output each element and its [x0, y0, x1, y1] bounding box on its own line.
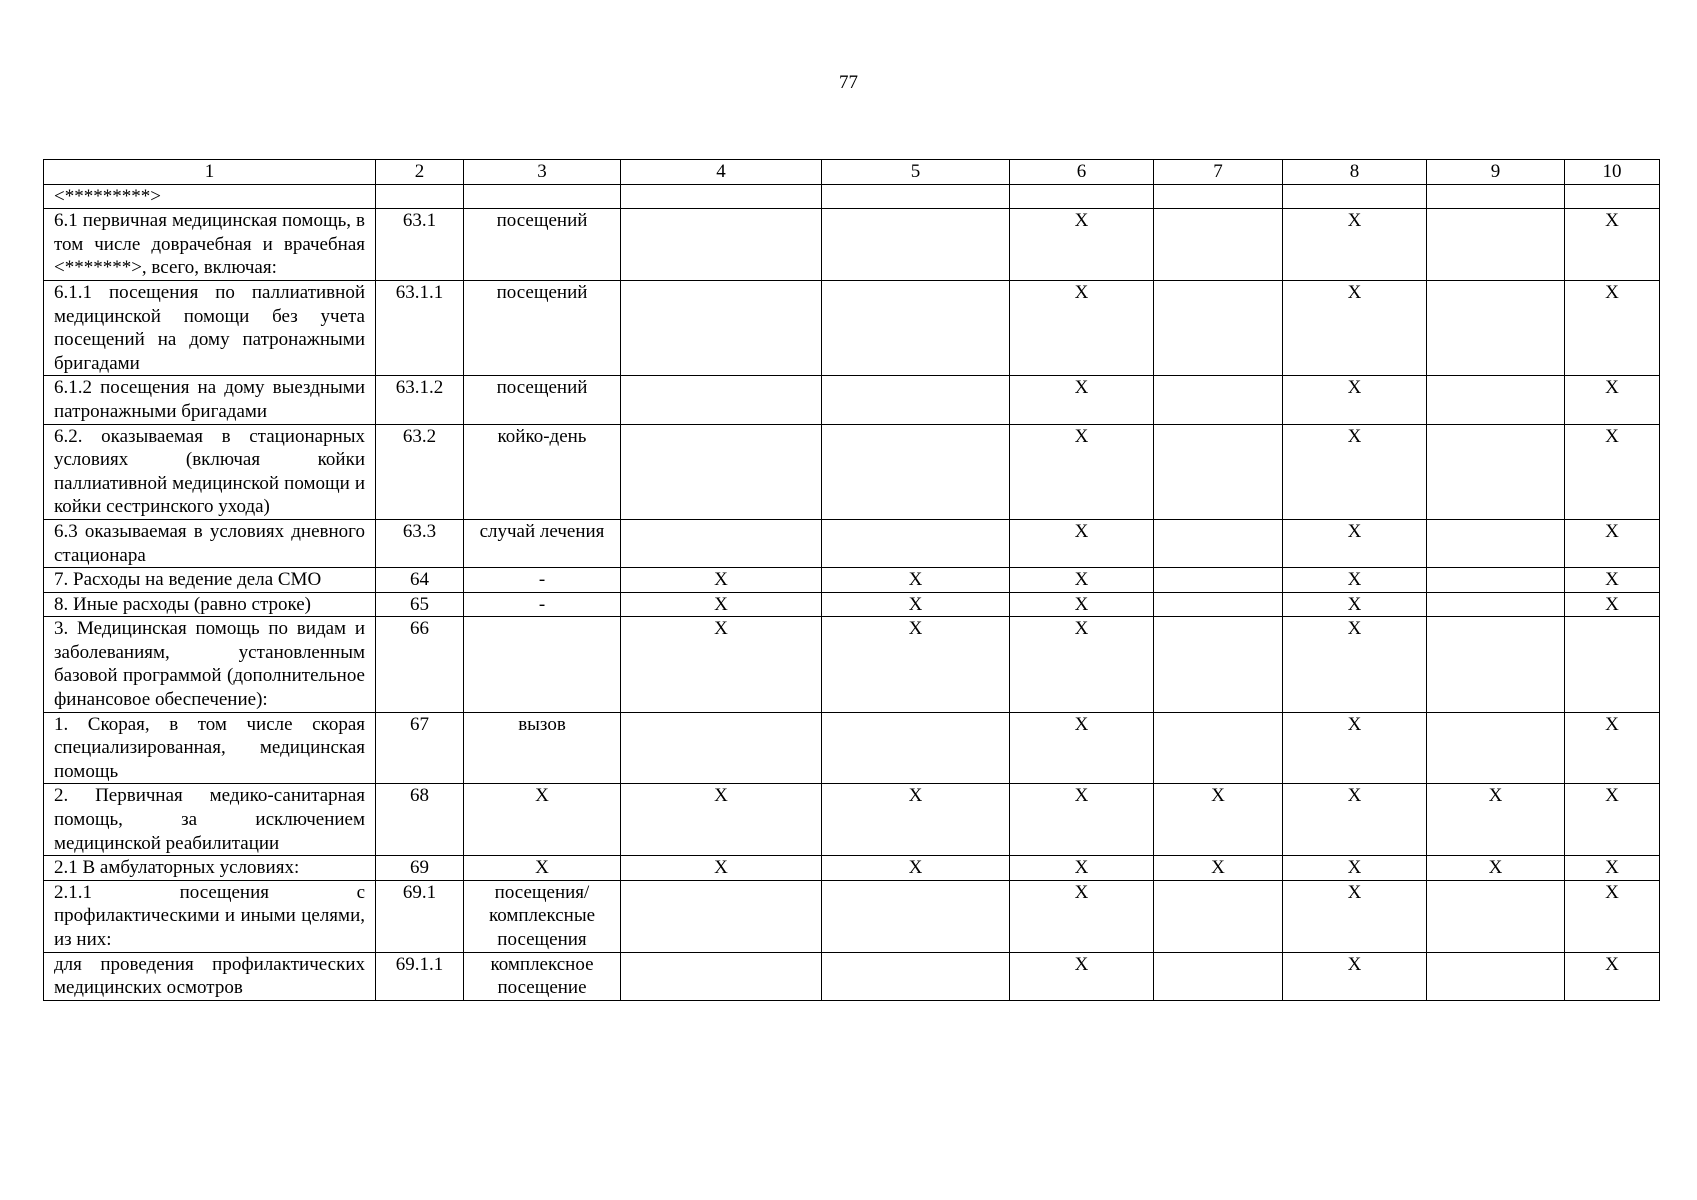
row-code: 63.1.2 [376, 376, 464, 424]
table-cell [822, 280, 1010, 375]
table-row [44, 209, 1660, 281]
table-cell: X [621, 856, 822, 881]
column-number-row [44, 160, 1660, 185]
table-cell: X [1010, 880, 1154, 952]
table-cell: X [1283, 880, 1427, 952]
table-cell: X [1565, 280, 1660, 375]
column-number: 9 [1427, 160, 1565, 185]
table-cell [1565, 617, 1660, 712]
table-cell [1154, 519, 1283, 567]
table-cell: X [1010, 617, 1154, 712]
row-name: 8. Иные расходы (равно строке) [44, 592, 376, 617]
table-cell [1154, 712, 1283, 784]
row-code: 63.2 [376, 424, 464, 519]
table-cell [1565, 184, 1660, 209]
table-cell [822, 209, 1010, 281]
table-cell [621, 424, 822, 519]
unit-cell: случай лечения [464, 519, 621, 567]
unit-cell: - [464, 592, 621, 617]
table-cell [1154, 568, 1283, 593]
unit-cell: койко-день [464, 424, 621, 519]
table-cell: X [1565, 592, 1660, 617]
table-cell [621, 209, 822, 281]
column-number: 2 [376, 160, 464, 185]
table-row [44, 424, 1660, 519]
unit-cell: вызов [464, 712, 621, 784]
row-name: 7. Расходы на ведение дела СМО [44, 568, 376, 593]
table-row [44, 856, 1660, 881]
table-cell [1427, 209, 1565, 281]
table-cell: X [1283, 424, 1427, 519]
table-cell: X [1283, 592, 1427, 617]
table-cell [822, 880, 1010, 952]
table-cell [822, 519, 1010, 567]
table-cell [822, 712, 1010, 784]
row-name: 6.2. оказываемая в стационарных условиях (включая койки паллиативной медицинской помощи и койки сестринского ухода) [44, 424, 376, 519]
column-number: 4 [621, 160, 822, 185]
table-row [44, 712, 1660, 784]
column-number: 7 [1154, 160, 1283, 185]
table-cell [822, 376, 1010, 424]
table-cell: X [1010, 592, 1154, 617]
table-cell: X [1010, 424, 1154, 519]
table-cell [1427, 712, 1565, 784]
row-name: 2.1.1 посещения с профилактическими и иными целями, из них: [44, 880, 376, 952]
data-table [43, 159, 1660, 1001]
table-cell: X [1283, 952, 1427, 1000]
table-cell: X [621, 617, 822, 712]
table-cell: X [1010, 856, 1154, 881]
table-cell [1154, 880, 1283, 952]
unit-cell: посещений [464, 280, 621, 375]
unit-cell: посещения/ комплексные посещения [464, 880, 621, 952]
unit-cell [464, 617, 621, 712]
table-cell: X [1010, 952, 1154, 1000]
table-cell: X [1565, 712, 1660, 784]
row-name: 1. Скорая, в том числе скорая специализированная, медицинская помощь [44, 712, 376, 784]
column-number: 5 [822, 160, 1010, 185]
table-cell: X [1010, 376, 1154, 424]
table-row [44, 376, 1660, 424]
table-cell: X [822, 784, 1010, 856]
table-cell [621, 376, 822, 424]
row-code: 65 [376, 592, 464, 617]
row-code: 69.1.1 [376, 952, 464, 1000]
table-cell [1427, 592, 1565, 617]
table-cell [822, 424, 1010, 519]
column-number: 8 [1283, 160, 1427, 185]
table-cell: X [1010, 712, 1154, 784]
table-cell: X [621, 568, 822, 593]
table-cell [1427, 376, 1565, 424]
table-cell [1154, 424, 1283, 519]
row-code: 64 [376, 568, 464, 593]
table-cell [621, 712, 822, 784]
table-row [44, 784, 1660, 856]
row-name: 6.3 оказываемая в условиях дневного стационара [44, 519, 376, 567]
table-cell: X [1565, 856, 1660, 881]
row-name: для проведения профилактических медицинских осмотров [44, 952, 376, 1000]
table-row [44, 519, 1660, 567]
column-number: 6 [1010, 160, 1154, 185]
column-number: 3 [464, 160, 621, 185]
table-cell: X [1283, 519, 1427, 567]
column-number: 10 [1565, 160, 1660, 185]
unit-cell: комплексное посещение [464, 952, 621, 1000]
row-name: 2.1 В амбулаторных условиях: [44, 856, 376, 881]
table-cell [1154, 617, 1283, 712]
table-row [44, 184, 1660, 209]
table-cell: X [1565, 209, 1660, 281]
table-cell [1154, 592, 1283, 617]
table-cell [1154, 376, 1283, 424]
row-name: 6.1.1 посещения по паллиативной медицинской помощи без учета посещений на дому патронажными бригадами [44, 280, 376, 375]
row-code: 69 [376, 856, 464, 881]
table-cell: X [1565, 880, 1660, 952]
row-code: 63.1 [376, 209, 464, 281]
table-cell [1427, 280, 1565, 375]
table-cell: X [1154, 784, 1283, 856]
table-cell: X [1283, 568, 1427, 593]
row-name: 2. Первичная медико-санитарная помощь, за исключением медицинской реабилитации [44, 784, 376, 856]
unit-cell: - [464, 568, 621, 593]
table-cell [1154, 209, 1283, 281]
table-cell [1427, 880, 1565, 952]
table-cell: X [1565, 784, 1660, 856]
unit-cell: посещений [464, 376, 621, 424]
row-code: 67 [376, 712, 464, 784]
table-cell [1154, 280, 1283, 375]
table-cell: X [1010, 280, 1154, 375]
table-cell: X [1283, 712, 1427, 784]
table-cell [621, 280, 822, 375]
table-cell [1427, 184, 1565, 209]
table-cell: X [1565, 376, 1660, 424]
table-cell: X [1283, 617, 1427, 712]
table-cell [1427, 952, 1565, 1000]
row-name: 6.1.2 посещения на дому выездными патронажными бригадами [44, 376, 376, 424]
table-cell: X [1565, 519, 1660, 567]
unit-cell [464, 184, 621, 209]
table-cell [1283, 184, 1427, 209]
table-cell [1427, 519, 1565, 567]
row-name: 6.1 первичная медицинская помощь, в том числе доврачебная и врачебная <*******>, всего, включая: [44, 209, 376, 281]
table-cell [1427, 568, 1565, 593]
table-row [44, 952, 1660, 1000]
unit-cell: X [464, 856, 621, 881]
table-cell [621, 952, 822, 1000]
table-cell: X [1427, 856, 1565, 881]
table-cell: X [822, 568, 1010, 593]
table-row [44, 617, 1660, 712]
table-cell: X [1010, 784, 1154, 856]
unit-cell: X [464, 784, 621, 856]
row-code [376, 184, 464, 209]
table-cell [1427, 617, 1565, 712]
table-cell: X [822, 617, 1010, 712]
table-cell [1154, 184, 1283, 209]
table-row [44, 280, 1660, 375]
table-cell: X [1283, 784, 1427, 856]
table-cell: X [1565, 952, 1660, 1000]
table-cell: X [822, 856, 1010, 881]
table-row [44, 880, 1660, 952]
table-cell: X [1283, 280, 1427, 375]
unit-cell: посещений [464, 209, 621, 281]
table-row [44, 592, 1660, 617]
table-cell [1010, 184, 1154, 209]
row-name: <*********> [44, 184, 376, 209]
table-cell [1427, 424, 1565, 519]
table-cell [621, 184, 822, 209]
table-cell: X [1565, 424, 1660, 519]
table-cell [822, 952, 1010, 1000]
table-cell: X [1010, 209, 1154, 281]
table-cell: X [1427, 784, 1565, 856]
table-cell: X [621, 592, 822, 617]
table-cell: X [1154, 856, 1283, 881]
table-cell [621, 880, 822, 952]
table-cell [1154, 952, 1283, 1000]
table-cell: X [1283, 376, 1427, 424]
table-cell [621, 519, 822, 567]
page-number: 77 [839, 72, 858, 93]
column-number: 1 [44, 160, 376, 185]
row-code: 69.1 [376, 880, 464, 952]
table-cell: X [1283, 856, 1427, 881]
table-cell: X [822, 592, 1010, 617]
table-cell: X [1010, 568, 1154, 593]
row-code: 63.1.1 [376, 280, 464, 375]
table-cell [822, 184, 1010, 209]
row-code: 68 [376, 784, 464, 856]
table-cell: X [1010, 519, 1154, 567]
table-row [44, 568, 1660, 593]
table-cell: X [621, 784, 822, 856]
row-code: 66 [376, 617, 464, 712]
row-code: 63.3 [376, 519, 464, 567]
table-cell: X [1283, 209, 1427, 281]
table-cell: X [1565, 568, 1660, 593]
row-name: 3. Медицинская помощь по видам и заболеваниям, установленным базовой программой (дополнительное финансовое обеспечение): [44, 617, 376, 712]
